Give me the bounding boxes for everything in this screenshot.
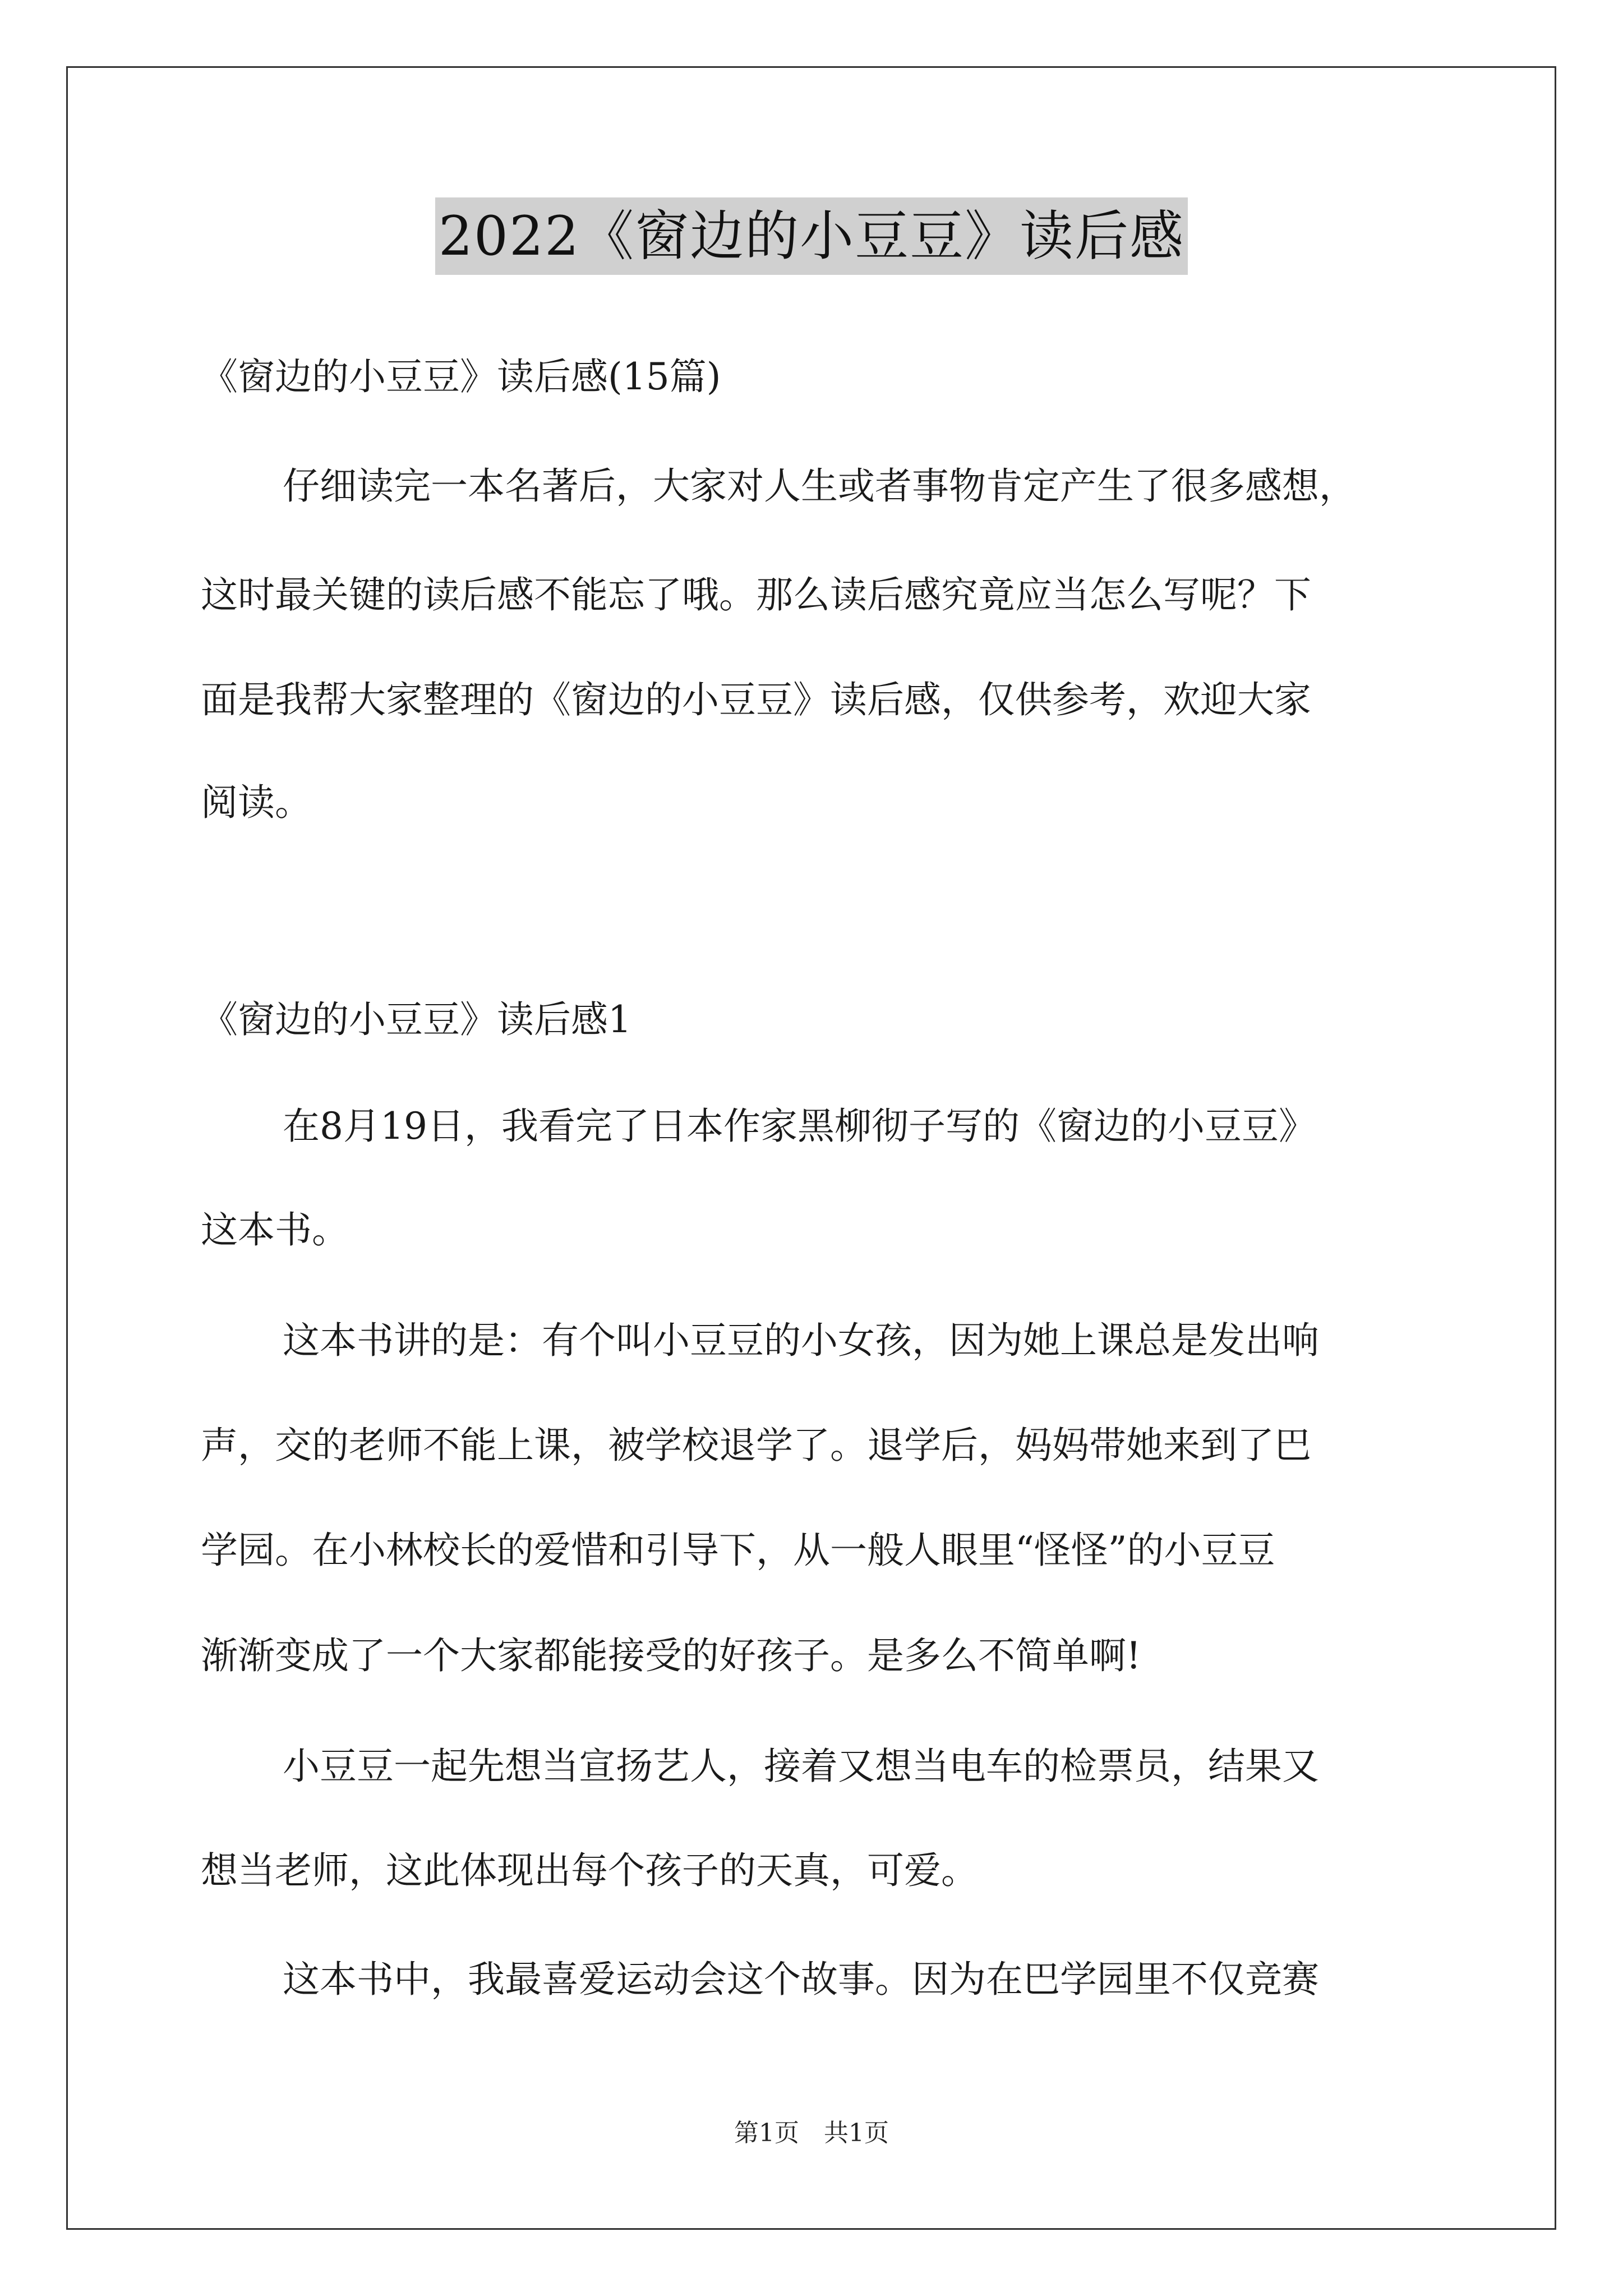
intro-line-2: 这时最关键的读后感不能忘了哦。那么读后感究竟应当怎么写呢？下 [201, 573, 1311, 616]
paragraph4-line-1: 这本书中，我最喜爱运动会这个故事。因为在巴学园里不仅竞赛 [283, 1958, 1319, 2001]
intro-line-3: 面是我帮大家整理的《窗边的小豆豆》读后感，仅供参考，欢迎大家 [201, 678, 1311, 721]
paragraph3-line-2: 想当老师，这此体现出每个孩子的天真，可爱。 [201, 1849, 978, 1892]
subtitle: 《窗边的小豆豆》读后感(15篇) [201, 355, 721, 398]
page-footer: 第1页 共1页 [734, 2119, 889, 2147]
section-heading: 《窗边的小豆豆》读后感1 [201, 998, 631, 1041]
intro-line-1: 仔细读完一本名著后，大家对人生或者事物肯定产生了很多感想， [283, 464, 1356, 508]
paragraph2-line-3: 学园。在小林校长的爱惜和引导下，从一般人眼里“怪怪”的小豆豆 [201, 1529, 1275, 1572]
paragraph2-line-1: 这本书讲的是：有个叫小豆豆的小女孩，因为她上课总是发出响 [283, 1319, 1319, 1362]
paragraph2-line-2: 声，交的老师不能上课，被学校退学了。退学后，妈妈带她来到了巴 [201, 1424, 1311, 1467]
document-title: 2022《窗边的小豆豆》读后感 [435, 197, 1188, 275]
paragraph3-line-1: 小豆豆一起先想当宣扬艺人，接着又想当电车的检票员，结果又 [283, 1745, 1319, 1788]
paragraph1-line-1: 在8月19日，我看完了日本作家黑柳彻子写的《窗边的小豆豆》 [283, 1105, 1316, 1148]
paragraph1-line-2: 这本书。 [201, 1208, 349, 1251]
paragraph2-line-4: 渐渐变成了一个大家都能接受的好孩子。是多么不简单啊! [201, 1634, 1141, 1677]
intro-line-4: 阅读。 [201, 781, 312, 824]
title-container [0, 197, 1623, 275]
